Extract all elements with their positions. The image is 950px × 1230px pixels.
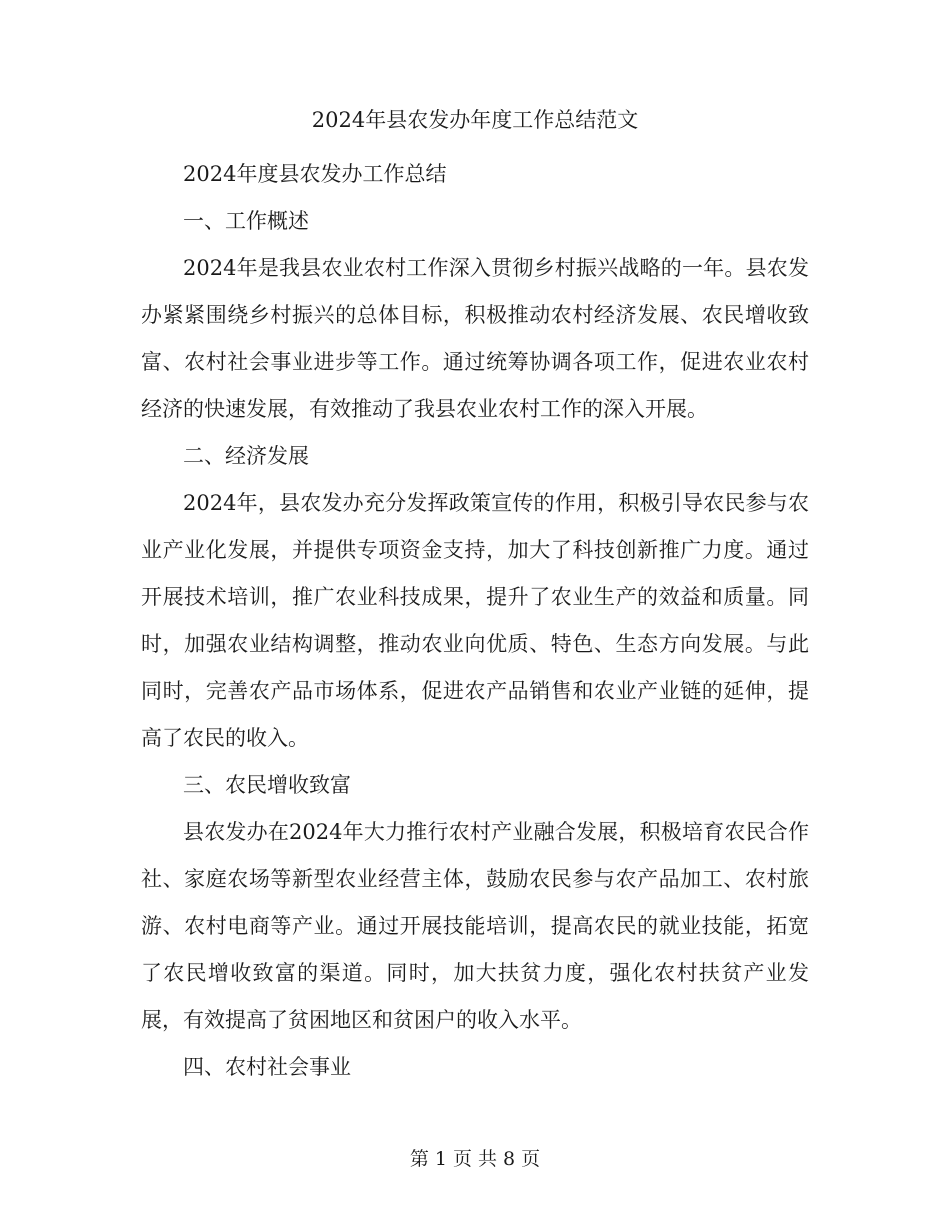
document-body: [141, 151, 809, 1091]
page-number-footer: 第 1 页 共 8 页: [409, 1148, 541, 1170]
body-paragraph: 2024年，县农发办充分发挥政策宣传的作用，积极引导农民参与农业产业化发展，并提供专项资金支持，加大了科技创新推广力度。通过开展技术培训，推广农业科技成果，提升了农业生产的效益和质量。同时，加强农业结构调整，推动农业向优质、特色、生态方向发展。与此同时，完善农产品市场体系，促进农产品销售和农业产业链的延伸，提高了农民的收入。: [141, 491, 809, 750]
body-paragraph: 县农发办在2024年大力推行农村产业融合发展，积极培育农民合作社、家庭农场等新型农业经营主体，鼓励农民参与农产品加工、农村旅游、农村电商等产业。通过开展技能培训，提高农民的就业技能，拓宽了农民增收致富的渠道。同时，加大扶贫力度，强化农村扶贫产业发展，有效提高了贫困地区和贫困户的收入水平。: [141, 820, 809, 1032]
section-heading: 一、工作概述: [183, 209, 309, 233]
body-paragraph: 2024年是我县农业农村工作深入贯彻乡村振兴战略的一年。县农发办紧紧围绕乡村振兴的总体目标，积极推动农村经济发展、农民增收致富、农村社会事业进步等工作。通过统筹协调各项工作，促进农业农村经济的快速发展，有效推动了我县农业农村工作的深入开展。: [141, 256, 809, 421]
section-heading: 三、农民增收致富: [183, 773, 351, 797]
section-heading: 四、农村社会事业: [183, 1055, 351, 1079]
document-title: 2024年县农发办年度工作总结范文: [311, 108, 639, 132]
section-heading: 二、经济发展: [183, 444, 309, 468]
subtitle-paragraph: 2024年度县农发办工作总结: [183, 162, 447, 186]
